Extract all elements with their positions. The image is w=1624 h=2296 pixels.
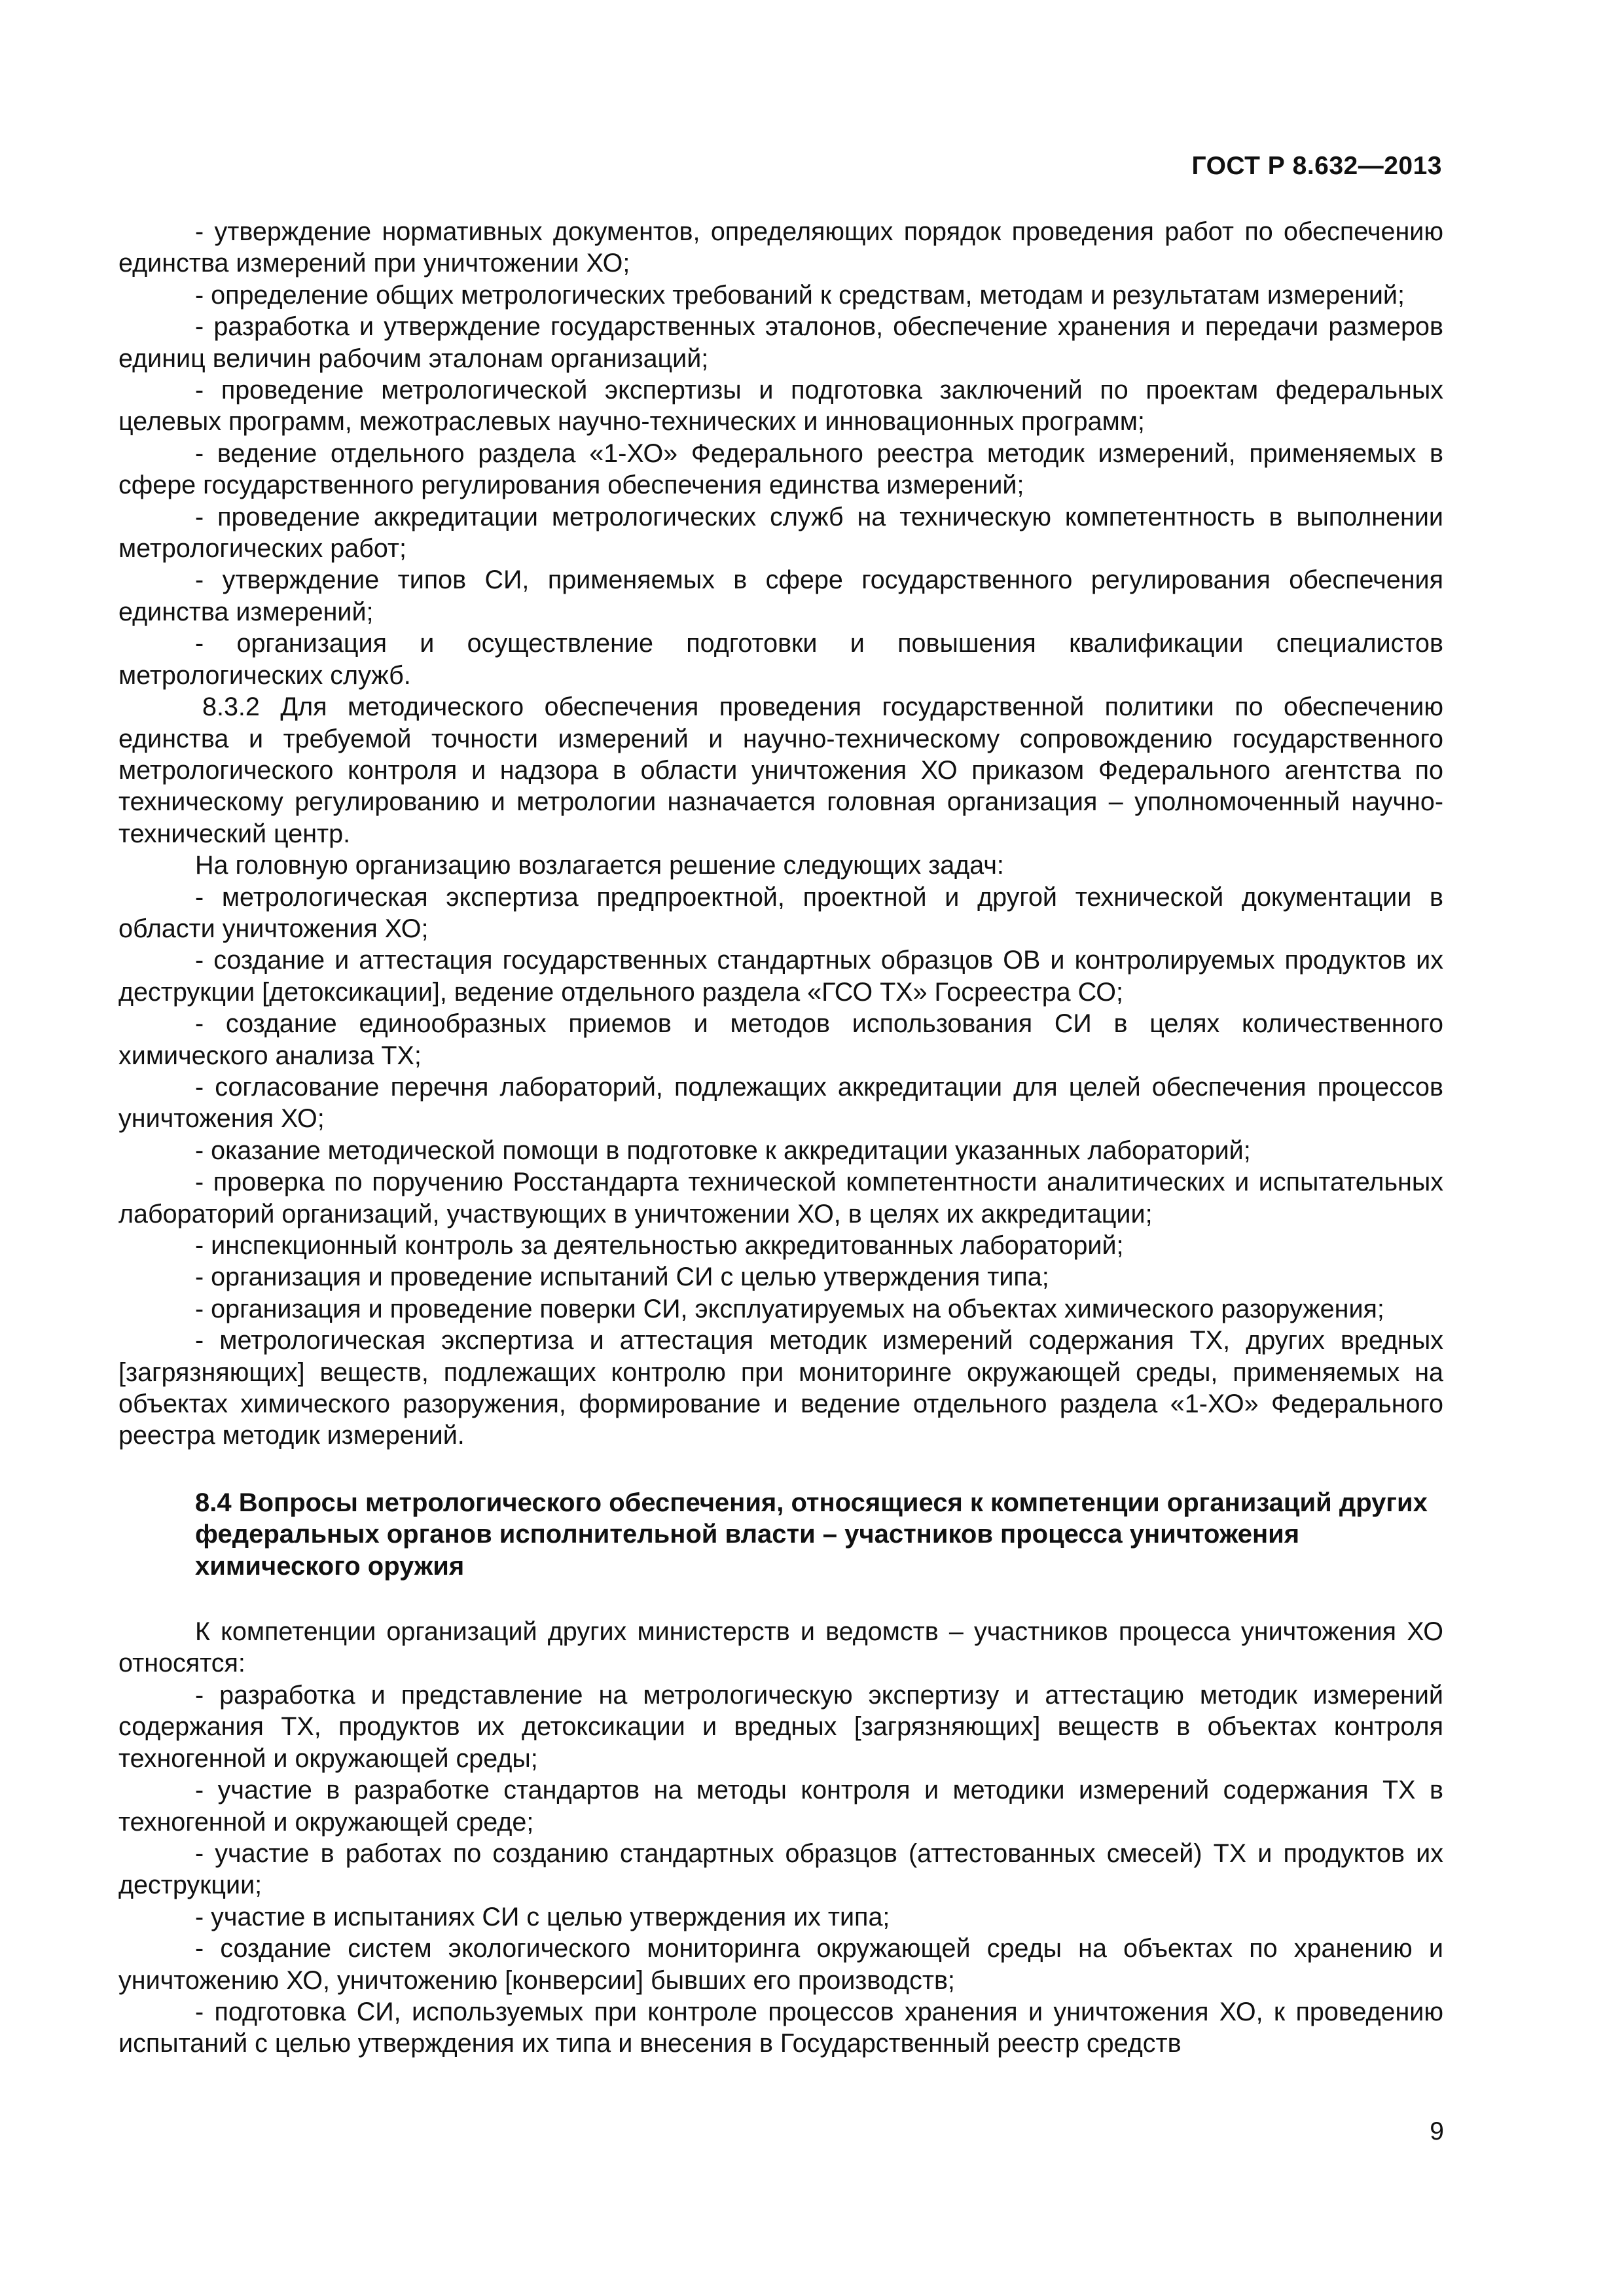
tasks-intro: На головную организацию возлагается решение следующих задач: bbox=[195, 851, 1004, 880]
list-item: - организация и проведение испытаний СИ с целью утверждения типа; bbox=[195, 1263, 1049, 1292]
list-item: - согласование перечня лабораторий, подлежащих аккредитации для целей обеспечения процессов уничтожения ХО; bbox=[118, 1072, 1443, 1134]
list-item: - организация и проведение поверки СИ, эксплуатируемых на объектах химического разоружения; bbox=[195, 1294, 1384, 1323]
list-item: - оказание методической помощи в подготовке к аккредитации указанных лабораторий; bbox=[195, 1136, 1251, 1165]
list-item: - участие в разработке стандартов на методы контроля и методики измерений содержания ТХ в техногенной и окружающей среде; bbox=[118, 1776, 1443, 1837]
list-item: - утверждение типов СИ, применяемых в сфере государственного регулирования обеспечения единства измерений; bbox=[118, 565, 1443, 626]
list-item: - ведение отдельного раздела «1-ХО» Федерального реестра методик измерений, применяемых в сфере государственного регулирования обеспечения единства измерений; bbox=[118, 439, 1443, 500]
list-item: - проверка по поручению Росстандарта технической компетентности аналитических и испытательных лабораторий организаций, участвующих в уничтожении ХО, в целях их аккредитации; bbox=[118, 1168, 1443, 1229]
section-heading: 8.4 Вопросы метрологического обеспечения, относящиеся к компетенции организаций других федеральных органов исполнительной власти – участников процесса уничтожения химического оружия bbox=[195, 1488, 1428, 1581]
list-item: - создание единообразных приемов и методов использования СИ в целях количественного химического анализа ТХ; bbox=[118, 1009, 1443, 1070]
section-intro: К компетенции организаций других министерств и ведомств – участников процесса уничтожения ХО относятся: bbox=[118, 1617, 1443, 1678]
list-item: - создание систем экологического мониторинга окружающей среды на объектах по хранению и уничтожению ХО, уничтожению [конверсии] бывших его производств; bbox=[118, 1934, 1443, 1995]
list-item: - разработка и представление на метрологическую экспертизу и аттестацию методик измерений содержания ТХ, продуктов их детоксикации и вредных [загрязняющих] веществ в объектах контроля техногенной и окружающей среды; bbox=[118, 1680, 1443, 1773]
list-item: - организация и осуществление подготовки и повышения квалификации специалистов метрологических служб. bbox=[118, 629, 1443, 690]
list-item: - участие в испытаниях СИ с целью утверждения их типа; bbox=[195, 1902, 890, 1931]
list-item: - участие в работах по созданию стандартных образцов (аттестованных смесей) ТХ и продуктов их деструкции; bbox=[118, 1839, 1443, 1900]
list-item: - разработка и утверждение государственных эталонов, обеспечение хранения и передачи размеров единиц величин рабочим эталонам организаций; bbox=[118, 312, 1443, 373]
page-body bbox=[118, 216, 1443, 2060]
list-item: - определение общих метрологических требований к средствам, методам и результатам измерений; bbox=[195, 280, 1405, 310]
clause-8-3-2-paragraph: 8.3.2 Для методического обеспечения проведения государственной политики по обеспечению единства и требуемой точности измерений и научно-техническому сопровождению государственного метрологического контроля и надзора в области уничтожения ХО приказом Федерального агентства по техническому регулированию и метрологии назначается головная организация – уполномоченный научно-технический центр. bbox=[118, 692, 1443, 848]
list-item: - подготовка СИ, используемых при контроле процессов хранения и уничтожения ХО, к проведению испытаний с целью утверждения их типа и внесения в Государственный реестр средств bbox=[118, 1997, 1443, 2058]
list-item: - инспекционный контроль за деятельностью аккредитованных лабораторий; bbox=[195, 1231, 1124, 1260]
list-item: - проведение метрологической экспертизы и подготовка заключений по проектам федеральных целевых программ, межотраслевых научно-технических и инновационных программ; bbox=[118, 376, 1443, 437]
document-code: ГОСТ Р 8.632—2013 bbox=[1191, 152, 1442, 180]
list-item: - проведение аккредитации метрологических служб на техническую компетентность в выполнении метрологических работ; bbox=[118, 502, 1443, 564]
page-number: 9 bbox=[1430, 2117, 1444, 2145]
list-item: - утверждение нормативных документов, определяющих порядок проведения работ по обеспечению единства измерений при уничтожении ХО; bbox=[118, 217, 1443, 278]
list-item: - метрологическая экспертиза и аттестация методик измерений содержания ТХ, других вредных [загрязняющих] веществ, подлежащих контролю при мониторинге окружающей среды, применяемых на объектах химического разоружения, формирование и ведение отдельного раздела «1-ХО» Федерального реестра методик измерений. bbox=[118, 1326, 1443, 1450]
list-item: - метрологическая экспертиза предпроектной, проектной и другой технической документации в области уничтожения ХО; bbox=[118, 882, 1443, 943]
list-item: - создание и аттестация государственных стандартных образцов ОВ и контролируемых продуктов их деструкции [детоксикации], ведение отдельного раздела «ГСО ТХ» Госреестра СО; bbox=[118, 946, 1443, 1007]
